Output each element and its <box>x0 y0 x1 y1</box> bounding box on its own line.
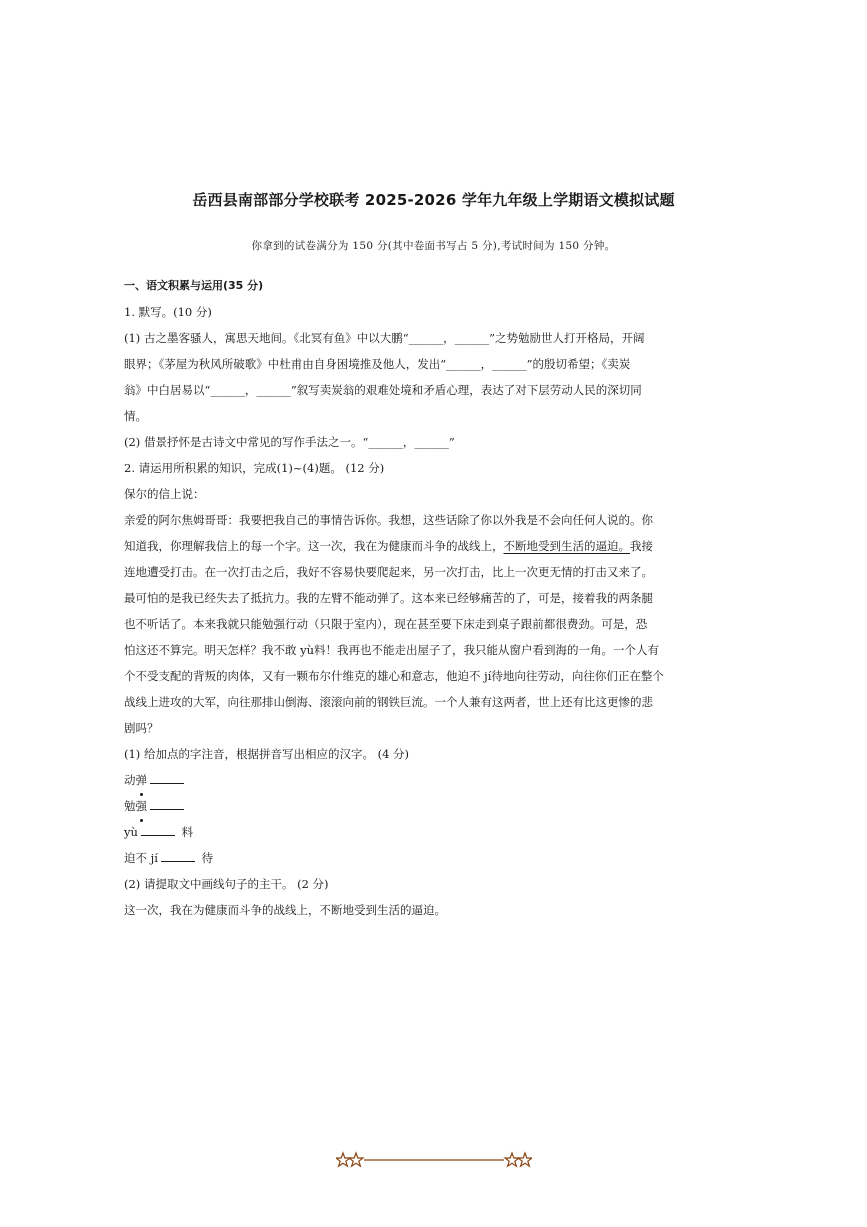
underlined-sentence: 不断地受到生活的逼迫。 <box>503 539 630 553</box>
passage-line: 连地遭受打击。在一次打击之后，我好不容易快要爬起来，另一次打击，比上一次更无情的打击又来了。 <box>124 565 653 579</box>
star-icon <box>336 1153 350 1166</box>
answer-blank[interactable] <box>141 825 175 836</box>
exam-title: 岳西县南部部分学校联考 2025-2026 学年九年级上学期语文模拟试题 <box>192 191 675 209</box>
passage-line: 战线上进攻的大军，向往那排山倒海、滚滚向前的钢铁巨流。一个人兼有这两者，世上还有比这更惨的悲 <box>124 695 653 709</box>
passage-text: 知道我，你理解我信上的每一个字。这一次，我在为健康而斗争的战线上， <box>124 539 504 553</box>
word-char: 料 <box>181 825 194 839</box>
star-icon <box>349 1153 363 1166</box>
pinyin-item <box>124 767 744 793</box>
question-1: 1. 默写。(10 分) <box>124 305 212 319</box>
passage-line: 最可怕的是我已经失去了抵抗力。我的左臂不能动弹了。这本来已经够痛苦的了，可是，接着我的两条腿 <box>124 591 653 605</box>
word-char: 待 <box>201 851 214 865</box>
passage-line: 也不听话了。本来我就只能勉强行动（只限于室内），现在甚至要下床走到桌子跟前都很费劲。可是，恐 <box>124 617 648 631</box>
passage-text: 我接 <box>630 539 653 553</box>
answer-blank[interactable] <box>161 851 195 862</box>
answer-blank[interactable] <box>150 773 184 784</box>
star-icon <box>518 1153 532 1166</box>
question-1-1-line: (1) 古之墨客骚人，寓思天地间。《北冥有鱼》中以大鹏“______，______”之势勉励世人打开格局，开阔 <box>124 331 645 345</box>
dotted-char: 强 <box>136 793 148 819</box>
pinyin-text: 迫不 jí <box>124 851 158 865</box>
section-heading: 一、语文积累与运用(35 分) <box>124 279 264 292</box>
passage-line: 剧吗？ <box>124 721 159 735</box>
pinyin-item <box>124 819 744 845</box>
pinyin-item <box>124 845 744 871</box>
star-icon <box>505 1153 519 1166</box>
exam-content <box>124 273 744 923</box>
question-2-1: (1) 给加点的字注音，根据拼音写出相应的汉字。 (4 分) <box>124 747 410 761</box>
question-2-2-text: 这一次，我在为健康而斗争的战线上，不断地受到生活的逼迫。 <box>124 903 446 917</box>
passage-line: 亲爱的阿尔焦姆哥哥：我要把我自己的事情告诉你。我想，这些话除了你以外我是不会向任何人说的。你 <box>124 513 653 527</box>
answer-blank[interactable] <box>150 799 184 810</box>
question-1-1-line: 眼界；《茅屋为秋风所破歌》中杜甫由自身困境推及他人，发出“______，______”的殷切希望；《卖炭 <box>124 357 631 371</box>
word-char: 动 <box>124 773 136 787</box>
question-2-2: (2) 请提取文中画线句子的主干。 (2 分) <box>124 877 329 891</box>
word-char: 勉 <box>124 799 136 813</box>
pinyin-text: yù <box>124 825 138 839</box>
exam-instructions: 你拿到的试卷满分为 150 分(其中卷面书写占 5 分),考试时间为 150 分钟。 <box>251 240 616 252</box>
dotted-char: 弹 <box>136 767 148 793</box>
question-1-1-line: 情。 <box>124 409 147 423</box>
passage-line <box>124 533 744 559</box>
passage-line: 个不受支配的背叛的肉体，又有一颗布尔什维克的雄心和意志，他迫不 jí待地向往劳动，向往你们正在整个 <box>124 669 664 683</box>
star-divider-icon <box>336 1151 532 1169</box>
question-2: 2. 请运用所积累的知识，完成(1)~(4)题。 (12 分) <box>124 461 385 475</box>
pinyin-item <box>124 793 744 819</box>
passage-line: 怕这还不算完。明天怎样？我不敢 yù料！我再也不能走出屋子了，我只能从窗户看到海的一角。一个人有 <box>124 643 660 657</box>
letter-intro: 保尔的信上说： <box>124 487 205 501</box>
question-1-1-line: 翁》中白居易以“______，______”叙写卖炭翁的艰难处境和矛盾心理，表达了对下层劳动人民的深切同 <box>124 383 642 397</box>
footer-ornament <box>336 1151 532 1169</box>
question-1-2: (2) 借景抒怀是古诗文中常见的写作手法之一。“______，______” <box>124 435 455 449</box>
